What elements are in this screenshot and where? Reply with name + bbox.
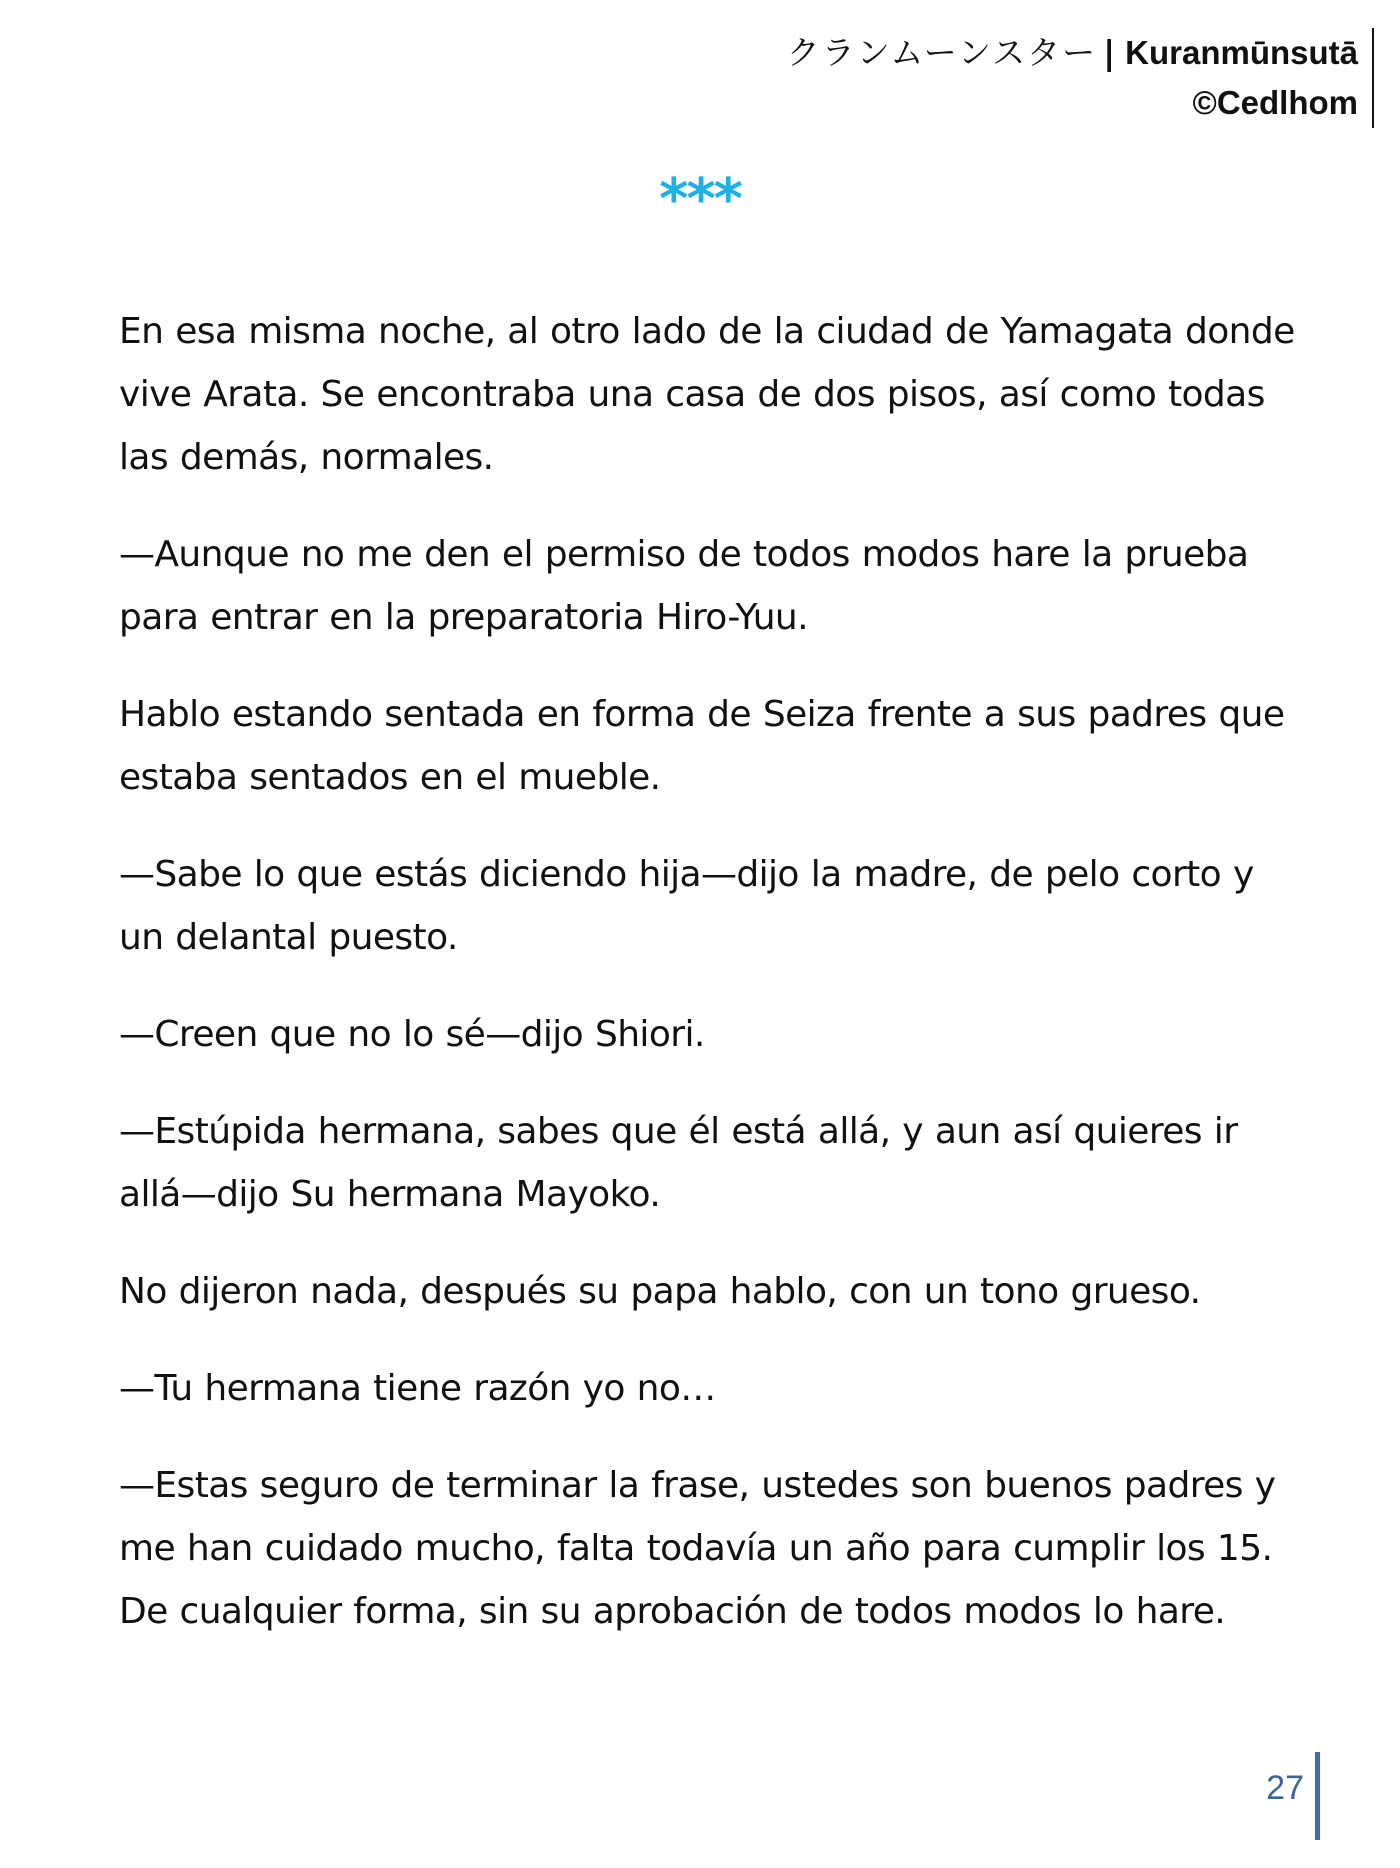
header-japanese-title: クランムーンスター	[786, 33, 1098, 72]
paragraph: En esa misma noche, al otro lado de la ciudad de Yamagata donde vive Arata. Se encontraba una casa de dos pisos, así como todas las demás, normales.	[119, 311, 1295, 478]
paragraph: Hablo estando sentada en forma de Seiza frente a sus padres que estaba sentados en el mueble.	[119, 694, 1285, 798]
paragraph: —Sabe lo que estás diciendo hija—dijo la madre, de pelo corto y un delantal puesto.	[119, 854, 1254, 958]
paragraph: —Estúpida hermana, sabes que él está allá, y aun así quieres ir allá—dijo Su hermana Mayoko.	[119, 1111, 1238, 1215]
paragraph: —Aunque no me den el permiso de todos modos hare la prueba para entrar en la preparatoria Hiro-Yuu.	[119, 534, 1249, 638]
paragraph: —Estas seguro de terminar la frase, ustedes son buenos padres y me han cuidado mucho, falta todavía un año para cumplir los 15. De cualquier forma, sin su aprobación de todos modos lo hare.	[119, 1465, 1276, 1632]
running-header	[787, 28, 1374, 128]
page-footer	[1240, 1752, 1320, 1840]
body-text	[119, 300, 1304, 1677]
paragraph: —Tu hermana tiene razón yo no…	[119, 1368, 716, 1409]
section-separator: ***	[659, 167, 741, 232]
header-romanized-title: Kuranmūnsutā	[1125, 34, 1358, 71]
header-title-line	[787, 28, 1358, 78]
paragraph: —Creen que no lo sé—dijo Shiori.	[119, 1014, 705, 1055]
header-copyright: ©Cedlhom	[1192, 84, 1358, 121]
header-separator: |	[1103, 33, 1116, 72]
page-number-rule	[1315, 1752, 1320, 1840]
page-number: 27	[1266, 1769, 1304, 1807]
paragraph: No dijeron nada, después su papa hablo, con un tono grueso.	[119, 1271, 1201, 1312]
